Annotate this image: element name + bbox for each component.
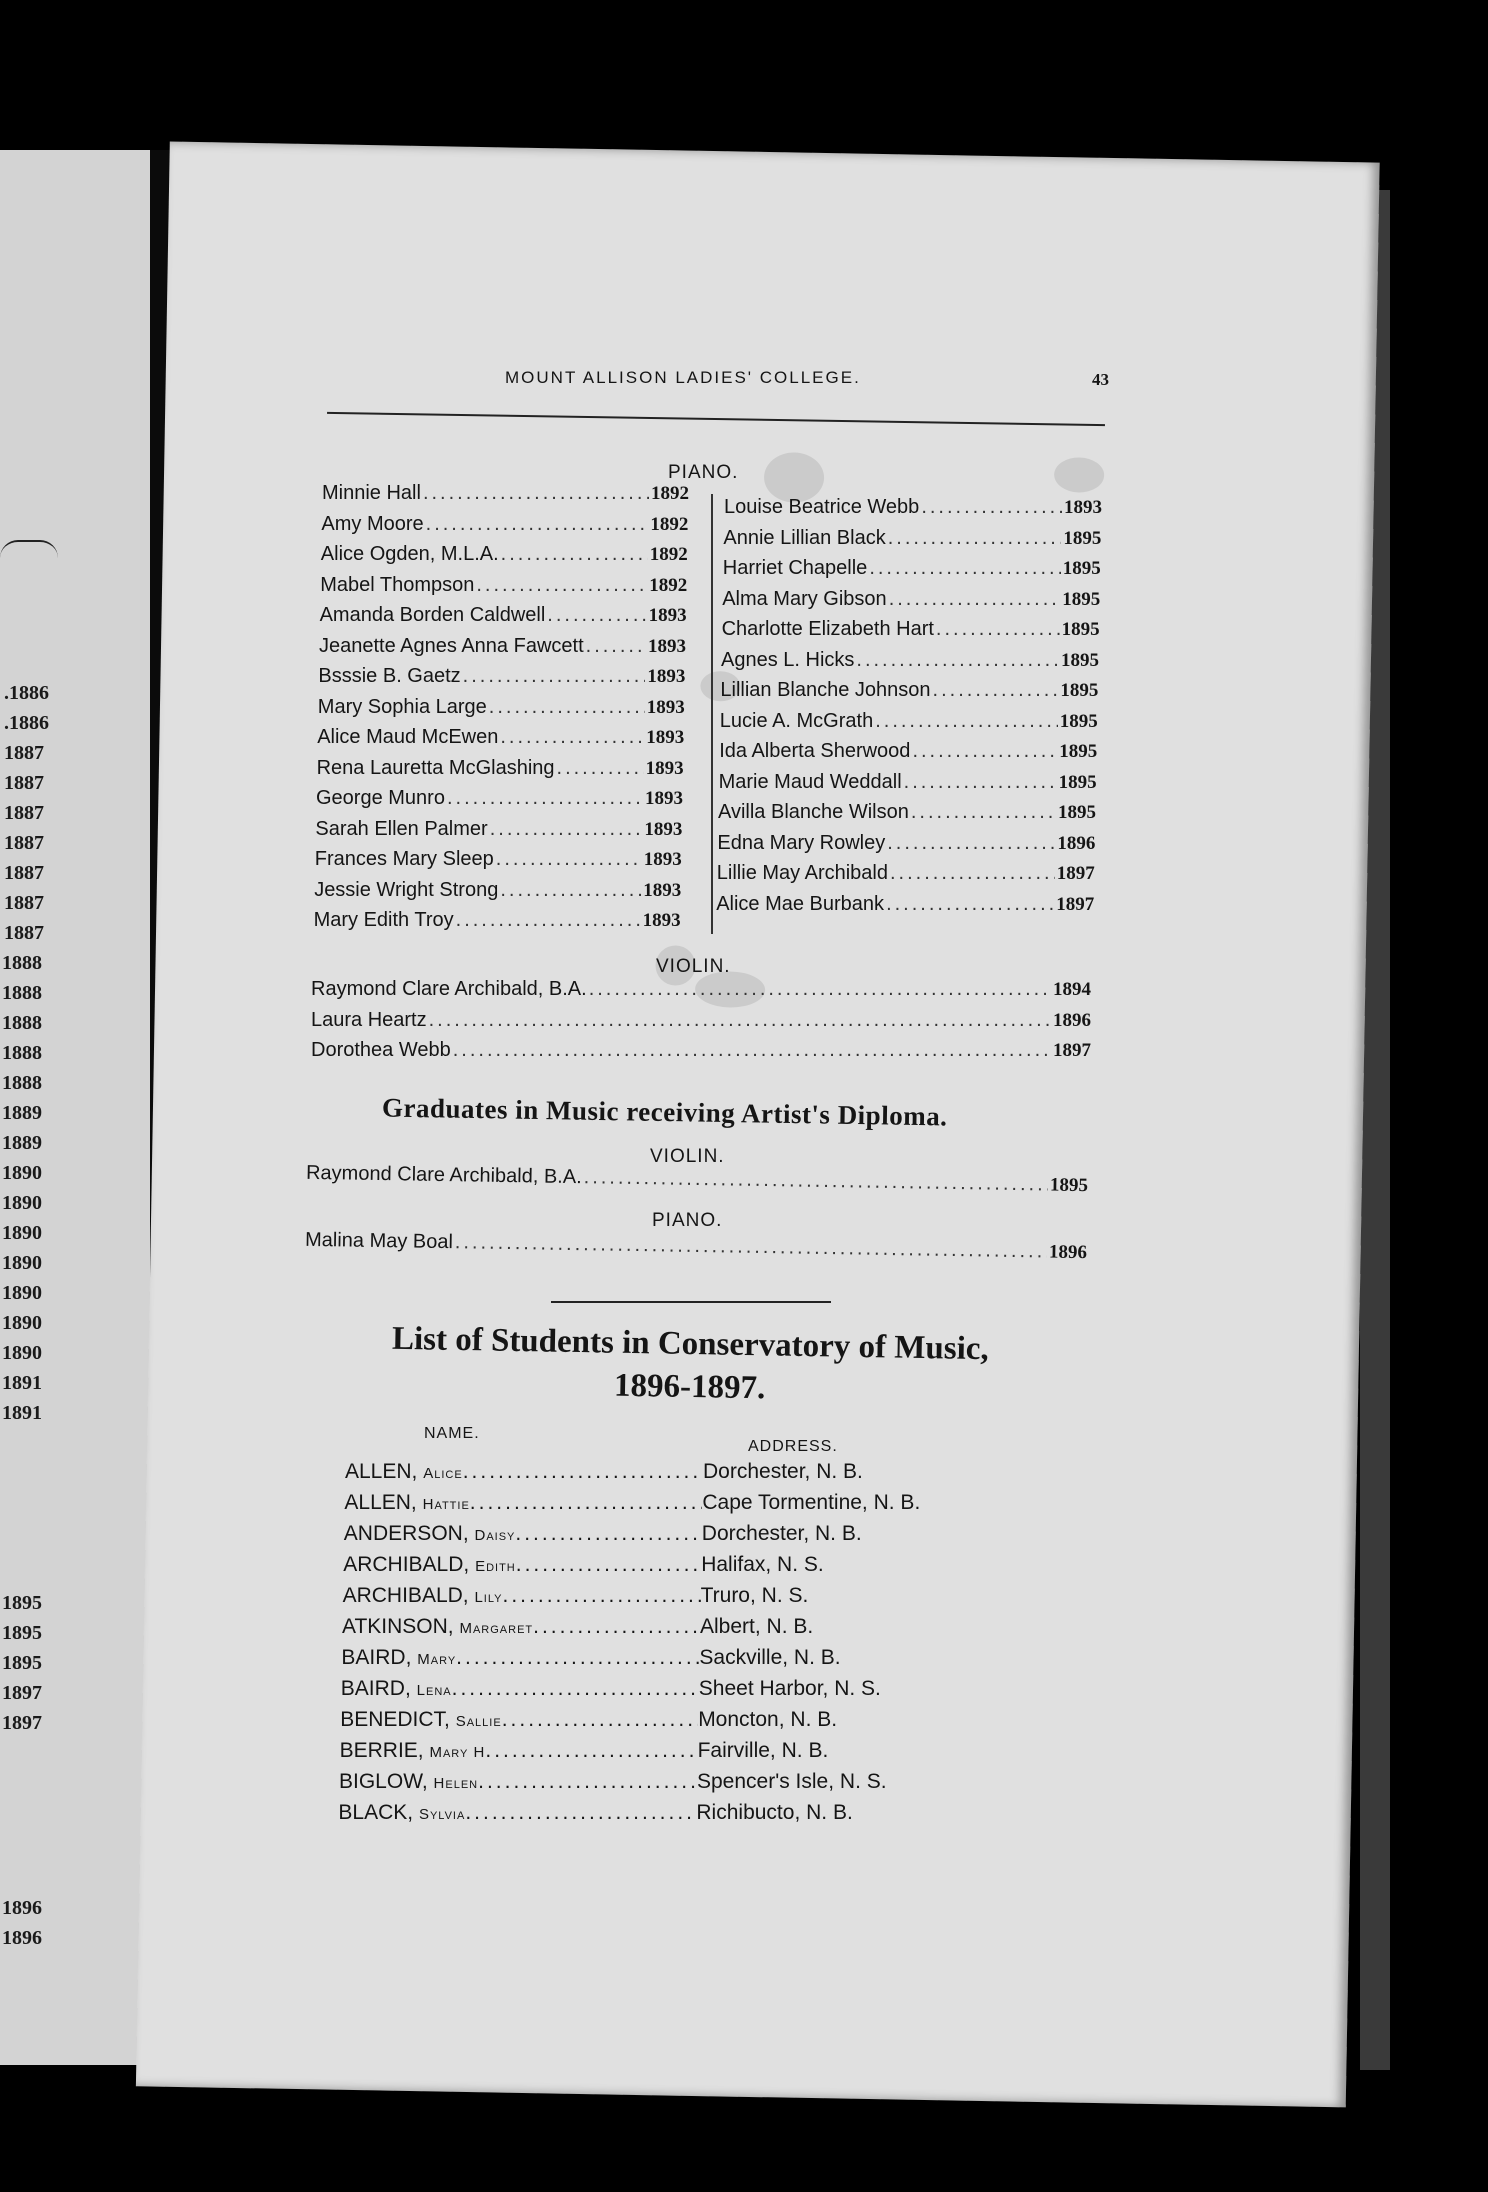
piano-graduate-entry: [320, 574, 687, 600]
leader-dots: [904, 771, 1057, 794]
graduate-year: 1892: [649, 574, 688, 596]
piano-graduate-entry: [718, 801, 1096, 827]
leader-dots: [463, 1460, 703, 1484]
student-address: Truro, N. S.: [700, 1584, 809, 1607]
student-surname: BERRIE,: [339, 1739, 430, 1762]
graduate-name: Sarah Ellen Palmer: [315, 817, 488, 840]
running-title: MOUNT ALLISON LADIES' COLLEGE.: [505, 368, 861, 387]
student-name-cell: [344, 1491, 702, 1515]
piano-graduate-entry: [320, 604, 687, 630]
student-row: [344, 1522, 954, 1550]
leader-dots: [429, 1009, 1051, 1032]
leader-dots: [533, 1615, 700, 1639]
piano-graduate-entry: [724, 496, 1102, 522]
graduate-year: 1894: [1053, 979, 1091, 1000]
previous-page-year: 1889: [2, 1102, 42, 1124]
leader-dots: [426, 513, 649, 536]
graduate-year: 1895: [1058, 771, 1097, 793]
student-address: Cape Tormentine, N. B.: [702, 1491, 921, 1514]
student-surname: ARCHIBALD,: [343, 1553, 476, 1576]
student-row: [339, 1770, 949, 1798]
piano-graduate-entry: [318, 665, 685, 691]
student-row: [342, 1615, 952, 1643]
leader-dots: [921, 496, 1062, 519]
piano-graduate-entry: [717, 862, 1095, 888]
piano-graduate-entry: [722, 618, 1100, 644]
leader-dots: [888, 527, 1062, 550]
diploma-piano-entry: [305, 1229, 1087, 1267]
student-name: [345, 1460, 463, 1484]
piano-graduate-entry: [316, 787, 683, 813]
violin-graduate-entry: [311, 978, 1091, 1004]
student-address: Halifax, N. S.: [701, 1553, 824, 1576]
student-name-cell: [344, 1522, 702, 1546]
student-name: [339, 1770, 478, 1794]
previous-page-year: 1890: [2, 1312, 42, 1334]
piano-graduate-entry: [720, 710, 1098, 736]
student-address: Albert, N. B.: [700, 1615, 814, 1638]
graduate-name: Minnie Hall: [322, 482, 421, 504]
leader-dots: [912, 740, 1057, 763]
graduate-name: Louise Beatrice Webb: [724, 496, 920, 518]
piano-graduate-entry: [318, 696, 685, 722]
leader-dots: [936, 618, 1060, 641]
graduate-name: Edna Mary Rowley: [717, 831, 886, 854]
leader-dots: [886, 893, 1054, 916]
graduate-name: Lillie May Archibald: [716, 862, 888, 884]
student-name-cell: [345, 1460, 703, 1484]
leader-dots: [503, 1584, 701, 1608]
student-name: [343, 1584, 503, 1608]
student-name-cell: [340, 1739, 698, 1763]
graduate-name: Bsssie B. Gaetz: [318, 665, 461, 687]
student-given-name: Margaret: [459, 1620, 534, 1637]
graduate-name: Avilla Blanche Wilson: [718, 801, 909, 823]
student-given-name: Sylvia: [418, 1806, 466, 1823]
student-given-name: Edith: [475, 1558, 516, 1575]
student-given-name: Hattie: [422, 1496, 470, 1513]
graduate-year: 1897: [1056, 893, 1095, 915]
leader-dots: [586, 635, 646, 658]
graduate-year: 1895: [1062, 588, 1101, 610]
graduate-year: 1893: [646, 696, 685, 718]
graduate-name: Mabel Thompson: [320, 573, 475, 596]
graduate-name: Lucie A. McGrath: [719, 709, 874, 732]
piano-graduate-entry: [315, 848, 682, 874]
student-name-cell: [341, 1646, 699, 1670]
leader-dots: [500, 879, 641, 902]
header-rule: [327, 412, 1105, 426]
previous-page-year: 1890: [2, 1342, 42, 1364]
leader-dots: [516, 1553, 701, 1577]
previous-page-year: 1888: [2, 1042, 42, 1064]
student-row: [340, 1739, 950, 1767]
student-surname: BAIRD,: [341, 1646, 418, 1669]
piano-graduate-entry: [723, 527, 1101, 553]
graduate-year: 1896: [1048, 1241, 1088, 1264]
graduate-year: 1895: [1059, 741, 1098, 762]
student-name: [344, 1522, 516, 1546]
graduate-name: Amanda Borden Caldwell: [319, 604, 546, 626]
leader-dots: [589, 978, 1051, 1001]
piano-graduate-entry: [317, 757, 684, 783]
graduate-name: Marie Maud Weddall: [718, 770, 902, 793]
leader-dots: [557, 757, 644, 780]
graduate-year: 1892: [651, 483, 689, 504]
graduate-name: Alma Mary Gibson: [722, 587, 887, 610]
student-surname: ARCHIBALD,: [342, 1584, 475, 1607]
leader-dots: [584, 1166, 1049, 1196]
leader-dots: [463, 665, 646, 688]
student-list-heading-line2: 1896-1897.: [613, 1367, 766, 1407]
graduate-name: Amy Moore: [321, 512, 424, 535]
leader-dots: [515, 1522, 701, 1546]
graduate-name: Agnes L. Hicks: [721, 648, 855, 671]
piano-graduate-entry: [321, 513, 688, 539]
student-name-cell: [340, 1708, 698, 1732]
name-column-header: NAME.: [424, 1425, 480, 1442]
student-row: [340, 1708, 950, 1736]
graduate-name: Frances Mary Sleep: [314, 848, 494, 870]
piano-graduate-entry: [321, 543, 688, 569]
graduate-year: 1897: [1053, 1040, 1091, 1061]
graduate-name: Malina May Boal: [304, 1228, 454, 1254]
student-name: [343, 1553, 516, 1577]
previous-page-year: 1895: [2, 1622, 42, 1644]
graduate-name: Lillian Blanche Johnson: [720, 679, 931, 701]
student-row: [343, 1553, 953, 1581]
graduate-name: Jeanette Agnes Anna Fawcett: [319, 634, 584, 657]
student-given-name: Sallie: [455, 1713, 502, 1730]
graduate-year: 1897: [1056, 863, 1095, 884]
student-address: Spencer's Isle, N. S.: [697, 1770, 887, 1793]
graduate-name: Annie Lillian Black: [723, 526, 886, 549]
graduate-name: Charlotte Elizabeth Hart: [721, 618, 934, 640]
section-divider: [551, 1301, 831, 1303]
graduate-year: 1893: [1064, 497, 1102, 518]
diploma-violin-entry: [306, 1162, 1088, 1200]
piano-graduate-entry: [314, 879, 681, 905]
previous-page-year: 1890: [2, 1282, 42, 1304]
page-number: 43: [1092, 370, 1109, 389]
graduate-year: 1895: [1060, 680, 1099, 701]
graduate-year: 1895: [1061, 619, 1100, 640]
student-address: Richibucto, N. B.: [696, 1801, 853, 1824]
graduate-name: Mary Edith Troy: [313, 909, 454, 931]
piano-graduate-entry: [721, 649, 1099, 675]
graduate-year: 1893: [643, 879, 682, 901]
student-surname: BAIRD,: [340, 1677, 417, 1700]
piano-graduate-entry: [719, 740, 1097, 766]
graduate-name: Ida Alberta Sherwood: [719, 740, 911, 762]
previous-page-year: 1890: [2, 1162, 42, 1184]
previous-page-year: 1896: [2, 1897, 42, 1919]
student-surname: BIGLOW,: [339, 1770, 434, 1793]
graduate-year: 1896: [1053, 1009, 1091, 1031]
student-name: [341, 1646, 456, 1670]
piano-graduate-entry: [719, 771, 1097, 797]
student-surname: ALLEN,: [345, 1460, 424, 1483]
student-name: [340, 1708, 502, 1732]
leader-dots: [502, 1708, 698, 1732]
leader-dots: [470, 1491, 703, 1515]
leader-dots: [456, 1646, 699, 1670]
student-surname: ANDERSON,: [343, 1522, 475, 1545]
student-surname: ALLEN,: [344, 1491, 423, 1514]
leader-dots: [490, 818, 643, 841]
previous-page-year: 1890: [2, 1192, 42, 1214]
previous-page-year: 1887: [4, 742, 44, 764]
leader-dots: [453, 1039, 1051, 1062]
diploma-violin-label: VIOLIN.: [650, 1146, 725, 1167]
leader-dots: [933, 679, 1059, 702]
graduate-year: 1896: [1057, 832, 1096, 854]
graduate-year: 1893: [647, 666, 686, 687]
piano-graduate-entry: [716, 893, 1094, 919]
previous-page-year: 1887: [4, 832, 44, 854]
violin-label: VIOLIN.: [656, 956, 731, 977]
violin-graduate-entry: [311, 1009, 1091, 1035]
graduate-name: Raymond Clare Archibald, B.A.: [311, 978, 587, 1000]
leader-dots: [875, 710, 1058, 733]
graduate-year: 1895: [1058, 802, 1096, 823]
student-row: [341, 1677, 951, 1705]
student-name-cell: [343, 1553, 701, 1577]
graduate-name: Laura Heartz: [311, 1008, 427, 1031]
graduate-year: 1893: [645, 757, 684, 779]
piano-graduate-entry: [722, 588, 1100, 614]
previous-page-year: 1887: [4, 862, 44, 884]
student-row: [344, 1491, 954, 1519]
previous-page-year: 1895: [2, 1592, 42, 1614]
leader-dots: [547, 604, 646, 627]
student-given-name: Lily: [474, 1589, 503, 1606]
graduate-name: Alice Maud McEwen: [317, 726, 499, 748]
previous-page-year: 1889: [2, 1132, 42, 1154]
address-column-header: ADDRESS.: [748, 1438, 838, 1455]
student-surname: BENEDICT,: [340, 1708, 456, 1731]
graduate-year: 1893: [645, 788, 683, 809]
piano-graduate-entry: [723, 557, 1101, 583]
leader-dots: [869, 557, 1060, 580]
piano-graduate-entry: [319, 635, 686, 661]
student-given-name: Daisy: [474, 1527, 516, 1544]
previous-page-year: 1887: [4, 772, 44, 794]
student-address: Dorchester, N. B.: [703, 1460, 863, 1483]
graduate-name: Jessie Wright Strong: [314, 878, 499, 901]
leader-dots: [452, 1677, 699, 1701]
diploma-heading: Graduates in Music receiving Artist's Diploma.: [381, 1092, 948, 1132]
previous-page-year: 1887: [4, 892, 44, 914]
student-row: [345, 1460, 955, 1488]
leader-dots: [485, 1739, 697, 1763]
previous-page-year: 1891: [2, 1372, 42, 1394]
graduate-name: George Munro: [316, 787, 445, 809]
previous-page-year: 1888: [2, 982, 42, 1004]
student-list-heading: [329, 1320, 1050, 1413]
page-header: [160, 360, 1120, 400]
leader-dots: [478, 1770, 697, 1794]
graduate-year: 1893: [648, 605, 687, 626]
graduate-year: 1893: [646, 727, 685, 748]
student-given-name: Mary H: [429, 1744, 486, 1761]
piano-graduate-entry: [720, 679, 1098, 705]
graduate-year: 1893: [643, 849, 682, 870]
student-name: [341, 1677, 452, 1701]
student-address: Moncton, N. B.: [698, 1708, 838, 1731]
student-row: [338, 1801, 948, 1829]
graduate-year: 1892: [649, 544, 688, 565]
piano-graduate-entry: [314, 909, 681, 935]
graduate-year: 1895: [1062, 558, 1101, 579]
student-address: Fairville, N. B.: [697, 1739, 829, 1762]
previous-page-year: .1886: [4, 712, 49, 734]
piano-label: PIANO.: [668, 462, 739, 483]
leader-dots: [423, 482, 649, 505]
student-name: [344, 1491, 469, 1515]
graduate-year: 1895: [1061, 649, 1099, 671]
leader-dots: [501, 543, 648, 566]
graduate-year: 1895: [1063, 527, 1102, 549]
piano-graduate-entry: [315, 818, 682, 844]
piano-graduate-entry: [322, 482, 689, 508]
piano-graduate-entry: [317, 726, 684, 752]
student-given-name: Helen: [433, 1775, 479, 1792]
graduate-name: Mary Sophia Large: [317, 695, 487, 718]
leader-dots: [465, 1801, 696, 1825]
leader-dots: [911, 801, 1056, 824]
student-list-heading-line1: List of Students in Conservatory of Music,: [391, 1320, 990, 1368]
student-row: [341, 1646, 951, 1674]
column-divider: [711, 494, 713, 934]
leader-dots: [887, 832, 1055, 855]
violin-graduate-entry: [311, 1039, 1091, 1065]
previous-page-year: 1887: [4, 802, 44, 824]
student-name: [342, 1615, 533, 1639]
student-name-cell: [341, 1677, 699, 1701]
graduate-name: Alice Ogden, M.L.A.: [320, 543, 499, 565]
previous-page-year: 1895: [2, 1652, 42, 1674]
student-name-cell: [338, 1801, 696, 1825]
leader-dots: [447, 787, 643, 810]
previous-page-year: 1891: [2, 1402, 42, 1424]
leader-dots: [455, 1231, 1047, 1263]
previous-page-year: 1896: [2, 1927, 42, 1949]
leader-dots: [500, 726, 644, 749]
student-surname: ATKINSON,: [342, 1615, 460, 1638]
student-name-cell: [343, 1584, 701, 1608]
graduate-year: 1892: [650, 513, 689, 535]
previous-page-year: 1890: [2, 1222, 42, 1244]
student-given-name: Mary: [417, 1651, 457, 1668]
previous-page-year: 1897: [2, 1712, 42, 1734]
previous-page-year: 1888: [2, 1012, 42, 1034]
graduate-year: 1893: [648, 635, 686, 657]
graduate-name: Rena Lauretta McGlashing: [316, 756, 555, 779]
student-row: [343, 1584, 953, 1612]
student-given-name: Lena: [416, 1682, 452, 1699]
leader-dots: [489, 696, 645, 719]
graduate-year: 1893: [644, 818, 683, 840]
piano-graduate-entry: [717, 832, 1095, 858]
leader-dots: [456, 909, 641, 932]
leader-dots: [889, 588, 1061, 611]
previous-page-year: 1888: [2, 1072, 42, 1094]
student-surname: BLACK,: [338, 1801, 419, 1824]
graduate-year: 1895: [1049, 1174, 1089, 1197]
student-address: Sheet Harbor, N. S.: [698, 1677, 881, 1700]
previous-page-year: 1897: [2, 1682, 42, 1704]
student-name: [338, 1801, 465, 1825]
previous-page-year: 1890: [2, 1252, 42, 1274]
student-address: Sackville, N. B.: [699, 1646, 841, 1669]
student-name-cell: [339, 1770, 697, 1794]
leader-dots: [496, 848, 642, 871]
student-name: [340, 1739, 486, 1763]
graduate-name: Raymond Clare Archibald, B.A.: [305, 1161, 582, 1189]
previous-page-year: 1888: [2, 952, 42, 974]
leader-dots: [890, 862, 1055, 885]
leader-dots: [856, 649, 1059, 672]
diploma-piano-label: PIANO.: [652, 1210, 723, 1231]
previous-page-year: 1887: [4, 922, 44, 944]
graduate-name: Dorothea Webb: [311, 1039, 451, 1061]
graduate-year: 1895: [1059, 710, 1098, 732]
graduate-year: 1893: [642, 910, 681, 931]
graduate-name: Harriet Chapelle: [722, 557, 868, 579]
student-given-name: Alice: [423, 1465, 463, 1482]
leader-dots: [476, 574, 647, 597]
student-name-cell: [342, 1615, 700, 1639]
previous-page-year: .1886: [4, 682, 49, 704]
graduate-name: Alice Mae Burbank: [716, 892, 885, 915]
student-address: Dorchester, N. B.: [701, 1522, 862, 1545]
